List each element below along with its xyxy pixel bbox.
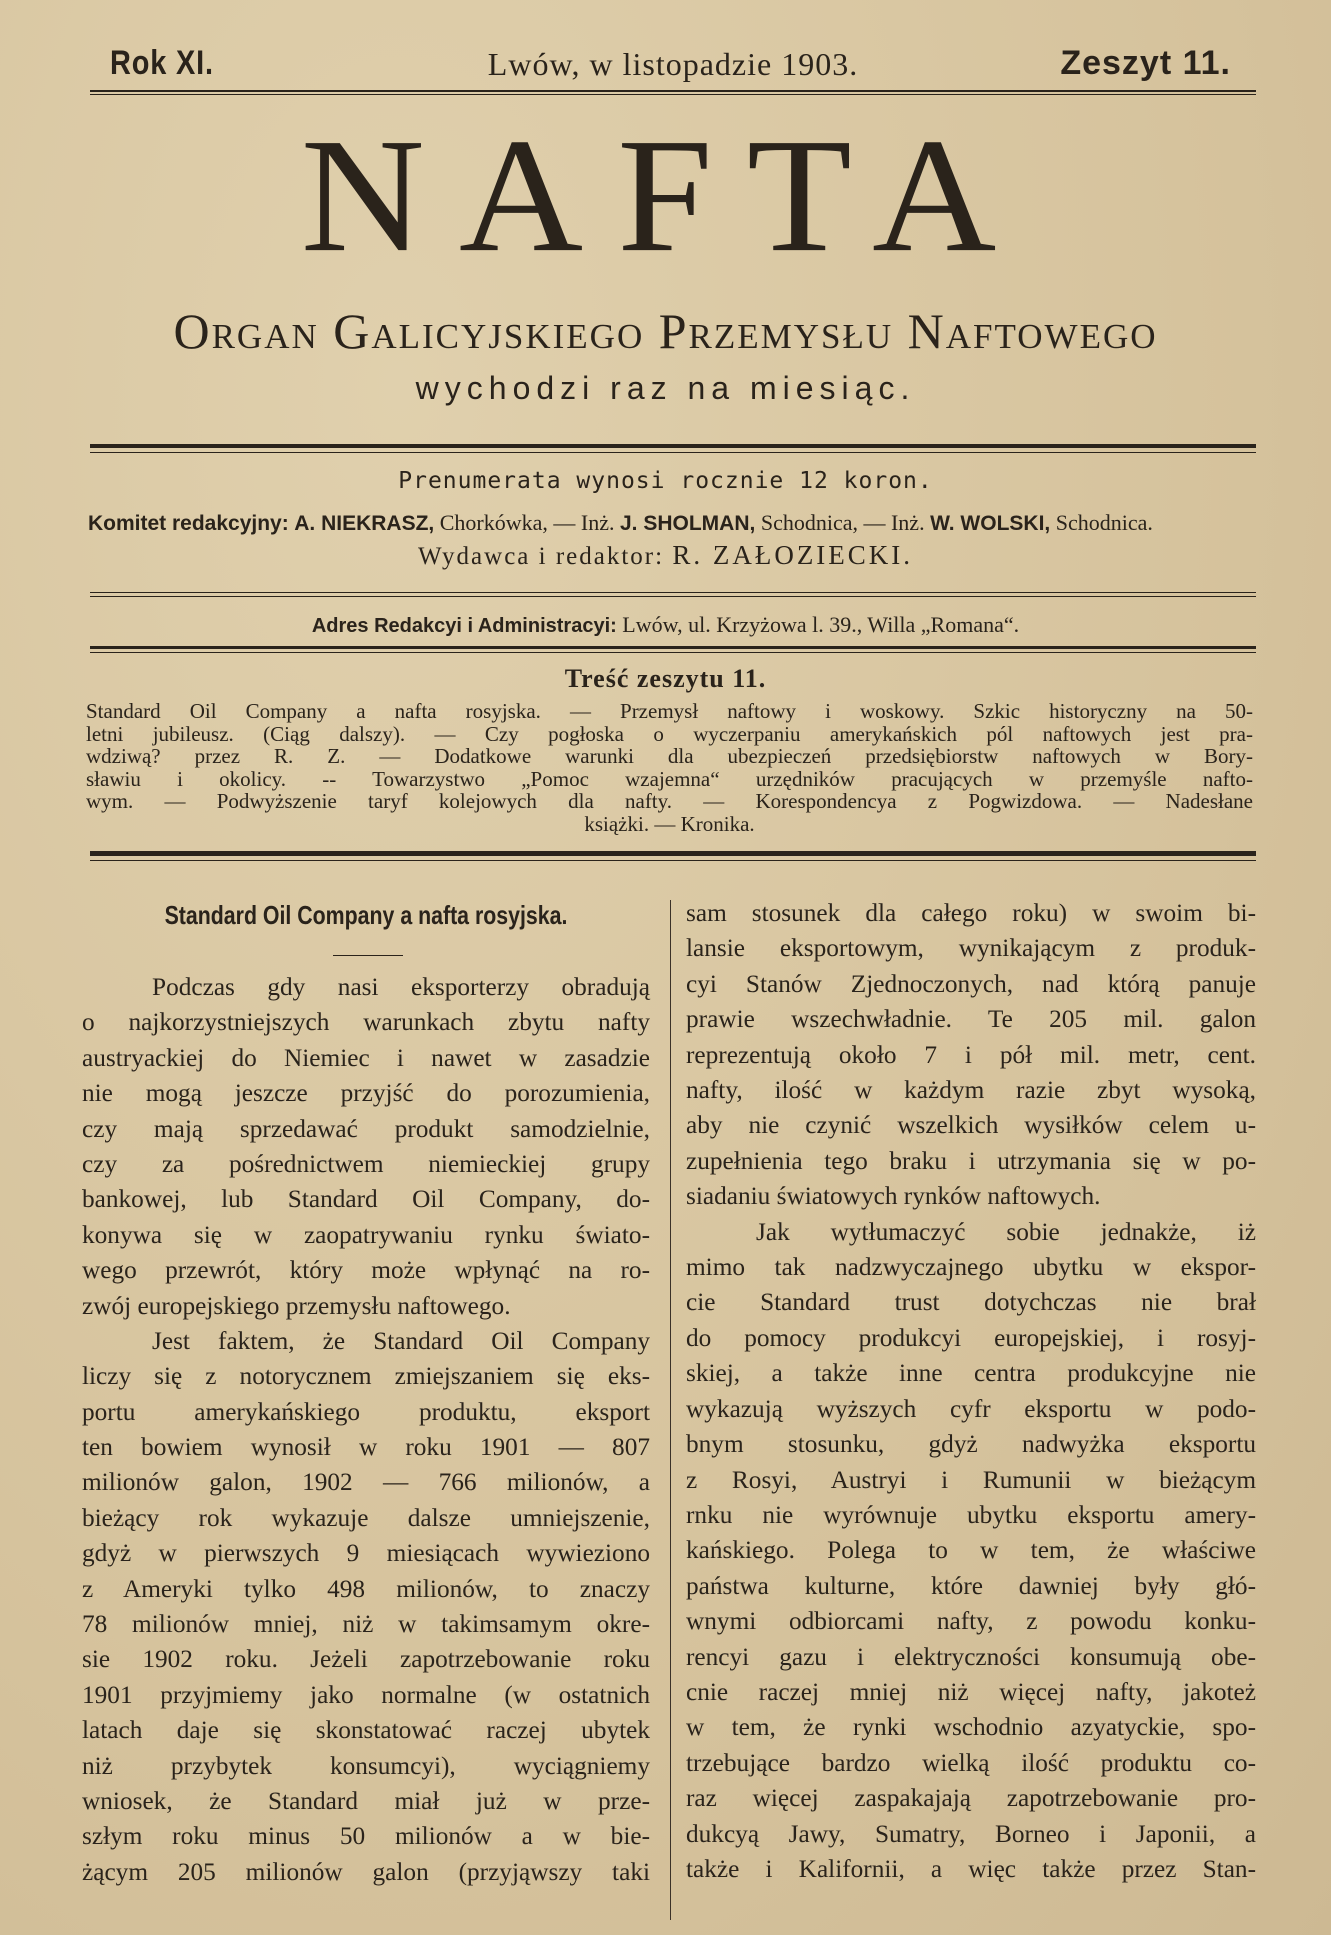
committee-label: Komitet redakcyjny: xyxy=(88,512,289,535)
article-line: nafty, ilość w każdym razie zbyt wysoką, xyxy=(686,1076,1256,1105)
info-rule xyxy=(90,592,1256,593)
article-title: Standard Oil Company a nafta rosyjska. xyxy=(164,900,568,930)
address-rule xyxy=(90,646,1256,649)
contents-line: wdziwą? przez R. Z. — Dodatkowe warunki dla ubezpieczeń przedsiębiorstw naftowych w Bory- xyxy=(86,744,1253,768)
article-line: bankowej, lub Standard Oil Company, do- xyxy=(82,1185,650,1214)
article-line: czy za pośrednictwem niemieckiej grupy xyxy=(82,1149,650,1178)
article-line: raz więcej zaspakajają zapotrzebowanie pro- xyxy=(686,1784,1256,1813)
contents-line: Standard Oil Company a nafta rosyjska. — Przemysł naftowy i woskowy. Szkic historyczny na 50- xyxy=(86,699,1253,723)
committee-member-a-place: Chorkówka, — Inż. xyxy=(434,510,620,535)
committee-member-b-place: Schodnica, — Inż. xyxy=(755,510,931,535)
masthead-subtitle: Organ Galicyjskiego Przemysłu Naftowego xyxy=(173,303,1158,359)
article-line: aby nie czynić wszelkich wysiłków celem u- xyxy=(686,1111,1256,1140)
contents-text xyxy=(86,700,1253,835)
masthead-rule-thin xyxy=(90,452,1256,453)
article-line: portu amerykańskiego produktu, eksport xyxy=(82,1397,650,1426)
contents-line: wym. — Podwyższenie taryf kolejowych dla nafty. — Korespondencya z Pogwizdowa. — Nadesłane xyxy=(86,789,1253,813)
publisher-label: Wydawca i redaktor: xyxy=(417,543,673,570)
address-value: Lwów, ul. Krzyżowa l. 39., Willa „Romana“. xyxy=(616,612,1020,637)
editorial-committee xyxy=(88,510,1256,536)
article-line: z Ameryki tylko 498 milionów, to znaczy xyxy=(82,1574,650,1603)
article-line: ten bowiem wynosił w roku 1901 — 807 xyxy=(82,1433,650,1462)
article-line: szłym roku minus 50 milionów a w bie- xyxy=(82,1822,650,1851)
article-line: skiej, a także inne centra produkcyjne nie xyxy=(686,1359,1256,1388)
contents-title: Treść zeszytu 11. xyxy=(564,664,767,693)
header-rule xyxy=(90,90,1256,92)
committee-member-c: W. WOLSKI, xyxy=(930,512,1051,535)
article-line: cnie raczej mniej niż więcej nafty, jakoteż xyxy=(686,1677,1256,1706)
article-line: Podczas gdy nasi eksporterzy obradują xyxy=(152,973,650,1001)
contents-line: letni jubileusz. (Ciąg dalszy). — Czy pogłoska o wyczerpaniu amerykańskich pól naftowych jest pra- xyxy=(86,721,1253,746)
article-line: niż przybytek konsumcyi), wyciągniemy xyxy=(82,1751,650,1780)
article-line: o najkorzystniejszych warunkach zbytu nafty xyxy=(82,1008,650,1037)
address-line xyxy=(0,612,1331,638)
article-line: 1901 przyjmiemy jako normalne (w ostatnich xyxy=(82,1680,650,1709)
article-line: nie mogą jeszcze przyjść do porozumienia, xyxy=(82,1079,650,1108)
article-line: także i Kalifornii, a więc także przez Stan- xyxy=(686,1854,1256,1883)
contents-rule-thick xyxy=(90,851,1256,856)
article-line: wnymi odbiorcami nafty, z powodu konku- xyxy=(686,1607,1256,1636)
article-line: cyi Stanów Zjednoczonych, nad którą panuje xyxy=(686,969,1256,998)
article-line: liczy się z notorycznem zmiejszaniem się eks- xyxy=(82,1362,650,1391)
masthead-rule-thick xyxy=(90,444,1256,448)
issue-label: Zeszyt 11. xyxy=(1060,44,1231,82)
article-line: zupełnienia tego braku i utrzymania się w po- xyxy=(686,1146,1256,1175)
article-line: konywa się w zaopatrywaniu rynku świato- xyxy=(82,1220,650,1249)
article-line: państwa kulturne, które dawniej były głó- xyxy=(686,1571,1256,1600)
article-line: czy mają sprzedawać produkt samodzielnie, xyxy=(82,1114,650,1143)
article-line: wykazują wyższych cyfr eksportu w podo- xyxy=(686,1394,1256,1423)
publication-frequency: wychodzi raz na miesiąc. xyxy=(415,370,916,406)
article-line: żącym 205 milionów galon (przyjąwszy taki xyxy=(82,1857,650,1886)
article-line: sie 1902 roku. Jeżeli zapotrzebowanie roku xyxy=(82,1645,650,1674)
article-column-left xyxy=(82,970,650,1890)
address-label: Adres Redakcyi i Administracyi: xyxy=(311,615,617,637)
article-line: latach daje się skonstatować raczej ubytek xyxy=(82,1716,650,1745)
article-line: zwój europejskiego przemysłu naftowego. xyxy=(82,1291,511,1320)
article-line: rencyi gazu i elektryczności konsumują obe- xyxy=(686,1642,1256,1671)
publisher-name: R. ZAŁOZIECKI. xyxy=(672,540,914,570)
column-divider xyxy=(670,900,671,1920)
article-line: 78 milionów mniej, niż w takimsamym okre- xyxy=(82,1610,650,1639)
article-line: gdyż w pierwszych 9 miesiącach wywieziono xyxy=(82,1539,650,1568)
article-line: dukcyą Jawy, Sumatry, Borneo i Japonii, a xyxy=(686,1819,1256,1848)
publisher-line xyxy=(0,540,1331,571)
article-line: trzebujące bardzo wielką ilość produktu co- xyxy=(686,1748,1256,1777)
committee-member-b: J. SHOLMAN, xyxy=(620,512,756,535)
info-rule-2 xyxy=(90,596,1256,597)
article-line: milionów galon, 1902 — 766 milionów, a xyxy=(82,1468,650,1497)
article-line: bnym stosunku, gdyż nadwyżka eksportu xyxy=(686,1430,1256,1459)
header-rule-thin xyxy=(90,94,1256,95)
article-line: Jak wytłumaczyć sobie jednakże, iż xyxy=(756,1217,1256,1246)
masthead-title: NAFTA xyxy=(300,105,1031,287)
article-line: austryackiej do Niemiec i nawet w zasadzie xyxy=(82,1043,650,1072)
committee-member-a: A. NIEKRASZ, xyxy=(294,512,435,535)
article-title-rule xyxy=(333,955,403,956)
article-line: Jest faktem, że Standard Oil Company xyxy=(152,1326,650,1355)
article-line: bieżący rok wykazuje dalsze umniejszenie, xyxy=(82,1503,650,1532)
article-line: rnku nie wyrównuje ubytku eksportu amery- xyxy=(686,1500,1256,1529)
article-line: cie Standard trust dotychczas nie brał xyxy=(686,1288,1256,1317)
header-line xyxy=(90,44,1256,84)
article-line: sam stosunek dla całego roku) w swoim bi- xyxy=(686,899,1256,927)
article-line: siadaniu światowych rynków naftowych. xyxy=(686,1182,1101,1211)
place-date: Lwów, w listopadzie 1903. xyxy=(487,46,859,82)
committee-member-c-place: Schodnica. xyxy=(1050,510,1153,535)
article-line: wego przewrót, który może wpłynąć na ro- xyxy=(82,1256,650,1285)
contents-line: książki. — Kronika. xyxy=(584,811,755,836)
article-line: lansie eksportowym, wynikającym z produk- xyxy=(686,934,1256,963)
article-line: wniosek, że Standard miał już w prze- xyxy=(82,1786,650,1815)
article-column-right xyxy=(686,896,1256,1887)
contents-line: sławiu i okolicy. -- Towarzystwo „Pomoc wzajemna“ urzędników pracujących w przemyśle nafto- xyxy=(86,766,1253,791)
subscription-info: Prenumerata wynosi rocznie 12 koron. xyxy=(398,468,933,494)
article-line: reprezentują około 7 i pół mil. metr, cent. xyxy=(686,1040,1256,1069)
year-label: Rok XI. xyxy=(110,44,214,82)
article-line: prawie wszechwładnie. Te 205 mil. galon xyxy=(686,1005,1256,1034)
contents-rule-thin xyxy=(90,860,1256,861)
article-line: mimo tak nadzwyczajnego ubytku w ekspor- xyxy=(686,1253,1256,1282)
article-line: w tem, że rynki wschodnio azyatyckie, spo- xyxy=(686,1713,1256,1742)
article-line: do pomocy produkcyi europejskiej, i rosyj- xyxy=(686,1323,1256,1352)
article-line: kańskiego. Polega to w tem, że właściwe xyxy=(686,1536,1256,1565)
address-rule-thin xyxy=(90,652,1256,653)
article-line: z Rosyi, Austryi i Rumunii w bieżącym xyxy=(686,1465,1256,1494)
